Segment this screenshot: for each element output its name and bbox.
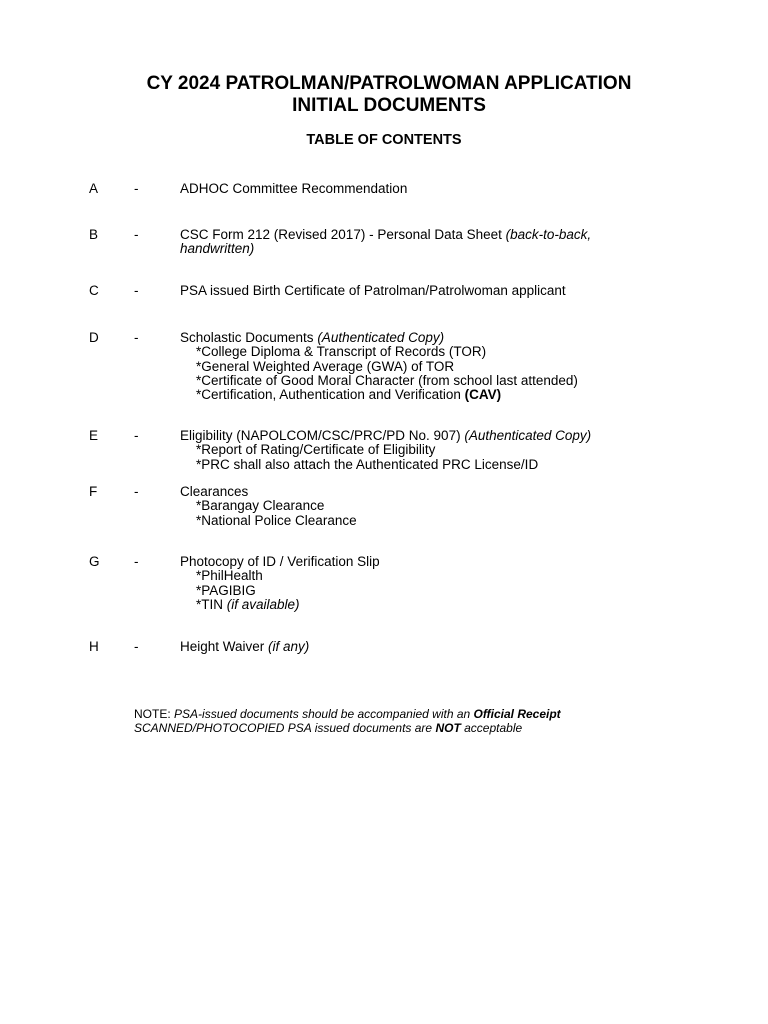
entry-sub-item: *PRC shall also attach the Authenticated PRC License/ID — [196, 456, 539, 472]
entry-text: PSA issued Birth Certificate of Patrolman/Patrolwoman applicant — [180, 283, 566, 298]
entry-sub-item-note: (if available) — [226, 596, 300, 612]
entry-dash: - — [134, 428, 139, 443]
entry-dash: - — [134, 283, 139, 298]
note-emphasis: NOT — [435, 720, 461, 735]
entry-letter: G — [89, 554, 100, 569]
entry-sub-item: *Certification, Authentication and Verification — [196, 387, 465, 403]
entry-text-line — [180, 640, 660, 654]
entry-sub-item-bold: (CAV) — [464, 387, 502, 403]
entry-sub-item: *PhilHealth — [196, 568, 263, 584]
note-text: PSA-issued documents should be accompanied with an — [174, 707, 474, 721]
entry-letter: D — [89, 330, 99, 345]
entry-dash: - — [134, 484, 139, 499]
entry-letter: F — [89, 484, 98, 499]
entry-letter: B — [89, 227, 99, 242]
entry-dash: - — [134, 330, 139, 345]
entry-body — [180, 182, 660, 196]
entry-body — [180, 555, 660, 612]
entry-sub-item: *Certificate of Good Moral Character (from school last attended) — [196, 372, 578, 388]
note-text: acceptable — [460, 720, 523, 735]
document-title-line-2: INITIAL DOCUMENTS — [292, 95, 486, 116]
entry-body — [180, 284, 660, 298]
entry-dash: - — [134, 554, 139, 569]
entry-text: CSC Form 212 (Revised 2017) - Personal Data Sheet — [180, 227, 506, 242]
entry-letter: A — [89, 181, 99, 196]
note-label: NOTE: — [134, 707, 175, 721]
entry-dash: - — [134, 227, 139, 242]
entry-sub-item-line — [180, 598, 660, 612]
entry-sub-item: *Barangay Clearance — [196, 498, 325, 514]
entry-note: (if any) — [268, 639, 310, 654]
entry-note: (back-to-back, — [505, 227, 592, 242]
entry-text: Eligibility (NAPOLCOM/CSC/PRC/PD No. 907) — [180, 428, 465, 443]
note-line-2 — [134, 722, 694, 736]
entry-text: Photocopy of ID / Verification Slip — [180, 554, 380, 569]
note-text: SCANNED/PHOTOCOPIED PSA issued documents are — [134, 720, 436, 735]
entry-sub-item: *National Police Clearance — [196, 512, 357, 528]
entry-body — [180, 228, 660, 257]
entry-letter: E — [89, 428, 99, 443]
entry-sub-item: *General Weighted Average (GWA) of TOR — [196, 358, 455, 374]
entry-letter: C — [89, 283, 99, 298]
entry-letter: H — [89, 639, 99, 654]
entry-sub-item: *College Diploma & Transcript of Records (TOR) — [196, 344, 487, 360]
entry-text: Clearances — [180, 484, 249, 499]
entry-sub-item-line — [180, 388, 660, 402]
entry-dash: - — [134, 181, 139, 196]
entry-text-line — [180, 228, 660, 242]
note-emphasis: Official Receipt — [473, 707, 561, 721]
toc-heading: TABLE OF CONTENTS — [306, 132, 462, 148]
entry-sub-item: *PAGIBIG — [196, 582, 256, 598]
entry-sub-item: *TIN — [196, 596, 227, 612]
entry-text-line — [180, 429, 660, 443]
entry-body — [180, 429, 660, 472]
entry-text: Scholastic Documents — [180, 330, 318, 345]
entry-body — [180, 331, 660, 402]
entry-note: (Authenticated Copy) — [464, 428, 592, 443]
entry-sub-item: *Report of Rating/Certificate of Eligibility — [196, 442, 436, 458]
entry-text: Height Waiver — [180, 639, 269, 654]
entry-text: ADHOC Committee Recommendation — [180, 181, 408, 196]
entry-body — [180, 485, 660, 528]
entry-note-continued: handwritten) — [180, 241, 255, 257]
entry-dash: - — [134, 639, 139, 654]
document-note — [134, 708, 694, 735]
document-title-line-1: CY 2024 PATROLMAN/PATROLWOMAN APPLICATION — [146, 73, 632, 94]
entry-note: (Authenticated Copy) — [317, 330, 445, 345]
note-line-1 — [134, 708, 694, 722]
entry-text-line — [180, 331, 660, 345]
entry-body — [180, 640, 660, 654]
